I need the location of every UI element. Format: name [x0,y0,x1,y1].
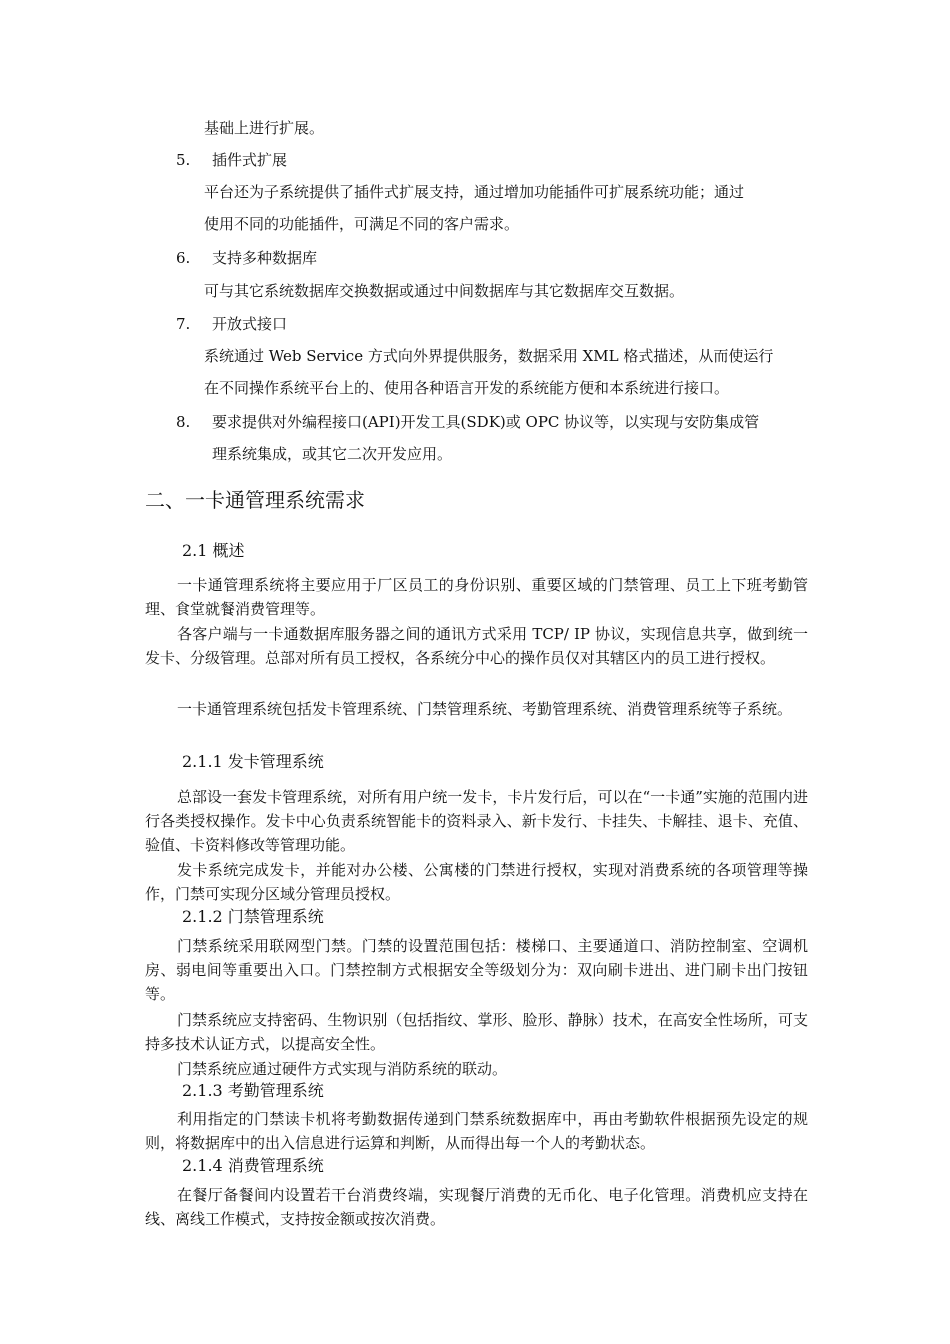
list-item-7-line: 在不同操作系统平台上的、使用各种语言开发的系统能方便和本系统进行接口。 [204,379,730,397]
heading-2-1: 2.1 概述 [182,541,245,560]
list-number-5: 5. [176,151,191,169]
heading-2-1-4: 2.1.4 消费管理系统 [182,1156,324,1175]
heading-2-1-1: 2.1.1 发卡管理系统 [182,752,324,771]
paragraph: 利用指定的门禁读卡机将考勤数据传递到门禁系统数据库中，再由考勤软件根据预先设定的规则，将数据库中的出入信息进行运算和判断，从而得出每一个人的考勤状态。 [145,1110,808,1152]
list-item-8-line: 要求提供对外编程接口(API)开发工具(SDK)或 OPC 协议等，以实现与安防集成管 [212,413,760,431]
paragraph: 在餐厅备餐间内设置若干台消费终端，实现餐厅消费的无币化、电子化管理。消费机应支持在线、离线工作模式，支持按金额或按次消费。 [145,1186,808,1228]
paragraph: 总部设一套发卡管理系统，对所有用户统一发卡，卡片发行后，可以在“一卡通”实施的范围内进行各类授权操作。发卡中心负责系统智能卡的资料录入、新卡发行、卡挂失、卡解挂、退卡、充值、验值、卡资料修改等管理功能。 [145,788,808,854]
heading-2-1-3: 2.1.3 考勤管理系统 [182,1081,324,1100]
list-item-5-title: 插件式扩展 [212,151,288,169]
list-item-7-line: 系统通过 Web Service 方式向外界提供服务，数据采用 XML 格式描述，从而使运行 [204,347,774,365]
paragraph: 门禁系统应通过硬件方式实现与消防系统的联动。 [177,1060,508,1078]
heading-2-1-2: 2.1.2 门禁管理系统 [182,907,324,926]
list-item-5-line: 平台还为子系统提供了插件式扩展支持，通过增加功能插件可扩展系统功能；通过 [204,183,745,201]
list-item-6-title: 支持多种数据库 [212,249,318,267]
paragraph: 发卡系统完成发卡，并能对办公楼、公寓楼的门禁进行授权，实现对消费系统的各项管理等操作，门禁可实现分区域分管理员授权。 [145,861,808,903]
list-continuation: 基础上进行扩展。 [204,119,325,137]
list-item-8-line: 理系统集成，或其它二次开发应用。 [212,445,453,463]
paragraph: 门禁系统应支持密码、生物识别（包括指纹、掌形、脸形、静脉）技术，在高安全性场所，可支持多技术认证方式，以提高安全性。 [145,1011,808,1053]
paragraph: 门禁系统采用联网型门禁。门禁的设置范围包括：楼梯口、主要通道口、消防控制室、空调机房、弱电间等重要出入口。门禁控制方式根据安全等级划分为：双向刷卡进出、进门刷卡出门按钮等。 [145,937,808,1003]
paragraph: 各客户端与一卡通数据库服务器之间的通讯方式采用 TCP/ IP 协议，实现信息共享，做到统一发卡、分级管理。总部对所有员工授权，各系统分中心的操作员仅对其辖区内的员工进行授权。 [145,625,808,667]
list-item-6-line: 可与其它系统数据库交换数据或通过中间数据库与其它数据库交互数据。 [204,282,685,300]
list-number-7: 7. [176,315,191,333]
paragraph: 一卡通管理系统将主要应用于厂区员工的身份识别、重要区域的门禁管理、员工上下班考勤管理、食堂就餐消费管理等。 [145,576,808,618]
list-item-7-title: 开放式接口 [212,315,288,333]
list-number-8: 8. [176,413,191,431]
paragraph: 一卡通管理系统包括发卡管理系统、门禁管理系统、考勤管理系统、消费管理系统等子系统。 [177,700,793,718]
list-item-5-line: 使用不同的功能插件，可满足不同的客户需求。 [204,215,520,233]
list-number-6: 6. [176,249,191,267]
section-title: 二、一卡通管理系统需求 [145,488,365,512]
